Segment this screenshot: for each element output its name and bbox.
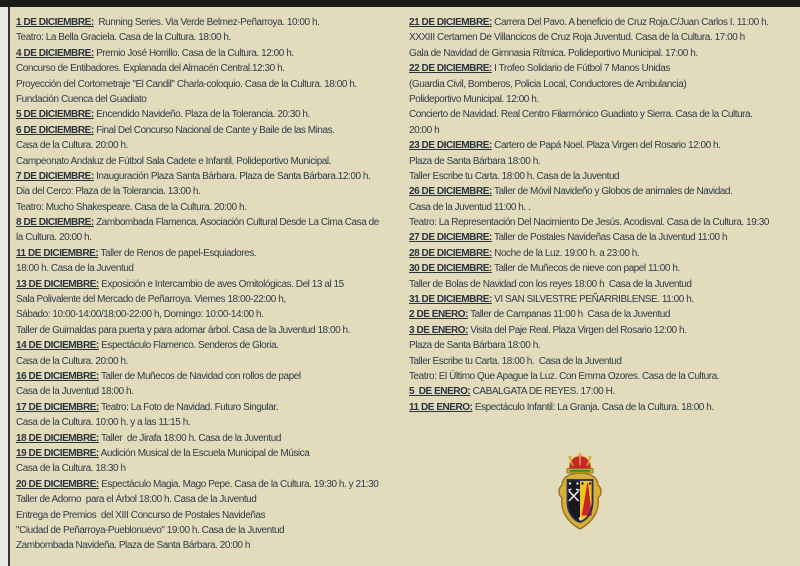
event-line: Gala de Navidad de Gimnasia Rítmica. Polideportivo Municipal. 17:00 h. xyxy=(409,47,698,59)
event-line: Casa de la Cultura. 20:00 h. xyxy=(16,140,128,152)
event-date-label: 2 DE ENERO: xyxy=(409,309,468,321)
event-date-label: 11 DE ENERO: xyxy=(409,401,473,413)
event-line: Polideportivo Municipal. 12:00 h. xyxy=(409,93,539,105)
event-line: Plaza de Santa Bárbara 18:00 h. xyxy=(409,155,541,167)
town-crest-icon xyxy=(554,452,606,532)
event-date-label: 5 DE DICIEMBRE: xyxy=(16,109,94,121)
event-line: 6 DE DICIEMBRE: Final Del Concurso Nacional de Cante y Baile de las Minas. xyxy=(16,124,335,136)
event-line: Fundación Cuenca del Guadiato xyxy=(16,93,147,105)
event-line: XXXIII Certamen De Villancicos de Cruz Roja Juventud. Casa de la Cultura. 17:00 h xyxy=(409,32,745,44)
event-line: Casa de la Cultura. 20:00 h. xyxy=(16,355,128,367)
event-line: 31 DE DICIEMBRE: VI SAN SILVESTRE PEÑARRIBLENSE. 11:00 h. xyxy=(409,294,694,306)
event-line: Teatro: Mucho Shakespeare. Casa de la Cultura. 20:00 h. xyxy=(16,201,247,213)
event-line: 20:00 h xyxy=(409,124,440,136)
event-date-label: 8 DE DICIEMBRE: xyxy=(16,217,94,229)
event-date-label: 18 DE DICIEMBRE: xyxy=(16,432,99,444)
event-date-label: 21 DE DICIEMBRE: xyxy=(409,17,492,28)
event-line: Teatro: El Último Que Apague la Luz. Con Emma Ozores. Casa de la Cultura. xyxy=(409,370,720,382)
event-line: Concierto de Navidad. Real Centro Filarmónico Guadiato y Sierra. Casa de la Cultura. xyxy=(409,109,753,121)
event-line: Taller Escribe tu Carta. 18:00 h. Casa de la Juventud xyxy=(409,170,620,182)
event-line: 14 DE DICIEMBRE: Espectáculo Flamenco. Senderos de Gloria. xyxy=(16,340,279,352)
event-line: Zambombada Navideña. Plaza de Santa Bárbara. 20:00 h xyxy=(16,540,250,552)
event-line: 8 DE DICIEMBRE: Zambombada Flamenca. Asociación Cultural Desde La Cima Casa de xyxy=(16,217,379,229)
event-date-label: 28 DE DICIEMBRE: xyxy=(409,247,492,259)
event-line: 18 DE DICIEMBRE: Taller de Jirafa 18:00 h. Casa de la Juventud xyxy=(16,432,281,444)
event-date-label: 30 DE DICIEMBRE: xyxy=(409,263,492,275)
event-line: Plaza de Santa Bárbara 18:00 h. xyxy=(409,340,541,352)
event-line: 4 DE DICIEMBRE: Premio José Horrillo. Casa de la Cultura. 12:00 h. xyxy=(16,47,294,59)
event-line: Sala Polivalente del Mercado de Peñarroya. Viernes 18:00-22:00 h, xyxy=(16,294,286,306)
event-line: 5 DE ENERO: CABALGATA DE REYES. 17:00 H. xyxy=(409,386,615,398)
event-line: (Guardia Civil, Bomberos, Policia Local, Conductores de Ambulancia) xyxy=(409,78,687,90)
event-line: Casa de la Juventud 18:00 h. xyxy=(16,386,134,398)
event-line: 26 DE DICIEMBRE: Taller de Móvil Navideño y Globos de animales de Navidad. xyxy=(409,186,733,198)
event-date-label: 19 DE DICIEMBRE: xyxy=(16,447,99,459)
event-line: 16 DE DICIEMBRE: Taller de Muñecos de Navidad con rollos de papel xyxy=(16,370,301,382)
event-line: 28 DE DICIEMBRE: Noche de la Luz. 19:00 h. a 23:00 h. xyxy=(409,247,640,259)
event-line: 5 DE DICIEMBRE: Encendido Navideño. Plaza de la Tolerancia. 20:30 h. xyxy=(16,109,310,121)
event-line: 13 DE DICIEMBRE: Exposición e Intercambio de aves Ornitológicas. Del 13 al 15 xyxy=(16,278,344,290)
event-line: Teatro: La Bella Graciela. Casa de la Cultura. 18:00 h. xyxy=(16,32,231,44)
event-line: 1 DE DICIEMBRE: Running Series. Via Verde Belmez-Peñarroya. 10:00 h. xyxy=(16,17,320,28)
event-date-label: 17 DE DICIEMBRE: xyxy=(16,401,99,413)
event-date-label: 11 DE DICIEMBRE: xyxy=(16,247,99,259)
event-date-label: 23 DE DICIEMBRE: xyxy=(409,140,492,152)
event-date-label: 7 DE DICIEMBRE: xyxy=(16,170,94,182)
event-line: 17 DE DICIEMBRE: Teatro: La Foto de Navidad. Futuro Singular. xyxy=(16,401,278,413)
event-date-label: 16 DE DICIEMBRE: xyxy=(16,370,99,382)
event-line: 20 DE DICIEMBRE: Espectáculo Magia. Mago Pepe. Casa de la Cultura. 19:30 h. y 21:30 xyxy=(16,478,379,490)
event-date-label: 3 DE ENERO: xyxy=(409,324,468,336)
event-date-label: 31 DE DICIEMBRE: xyxy=(409,294,492,306)
event-line: Proyección del Cortometraje "El Candil" Charla-coloquio. Casa de la Cultura. 18:00 h. xyxy=(16,78,357,90)
event-line: 3 DE ENERO: Visita del Paje Real. Plaza Virgen del Rosario 12:00 h. xyxy=(409,324,687,336)
event-line: Casa de la Cultura. 10:00 h. y a las 11:15 h. xyxy=(16,417,191,429)
scan-top-edge xyxy=(0,0,800,7)
event-line: 2 DE ENERO: Taller de Campanas 11:00 h Casa de la Juventud xyxy=(409,309,671,321)
event-line: Casa de la Cultura. 18:30 h xyxy=(16,463,126,475)
event-line: 22 DE DICIEMBRE: I Trofeo Solidario de Fútbol 7 Manos Unidas xyxy=(409,63,670,75)
event-line: la Cultura. 20:00 h. xyxy=(16,232,92,244)
event-line: 30 DE DICIEMBRE: Taller de Muñecos de nieve con papel 11:00 h. xyxy=(409,263,680,275)
event-line: Concurso de Entibadores. Explanada del Almacén Central.12:30 h. xyxy=(16,63,285,75)
event-line: Casa de la Juventud 11:00 h. . xyxy=(409,201,531,213)
event-line: 11 DE ENERO: Espectáculo Infantil: La Granja. Casa de la Cultura. 18:00 h. xyxy=(409,401,714,413)
event-line: 19 DE DICIEMBRE: Audición Musical de la Escuela Municipal de Música xyxy=(16,447,310,459)
event-line: 27 DE DICIEMBRE: Taller de Postales Navideñas Casa de la Juventud 11:00 h xyxy=(409,232,728,244)
event-line: 7 DE DICIEMBRE: Inauguración Plaza Santa Bárbara. Plaza de Santa Bárbara.12:00 h. xyxy=(16,170,371,182)
event-date-label: 26 DE DICIEMBRE: xyxy=(409,186,492,198)
event-date-label: 20 DE DICIEMBRE: xyxy=(16,478,99,490)
event-line: Taller de Guirnaldas para puerta y para adornar árbol. Casa de la Juventud 18:00 h. xyxy=(16,324,350,336)
event-date-label: 13 DE DICIEMBRE: xyxy=(16,278,99,290)
event-line: "Ciudad de Peñarroya-Pueblonuevo" 19:00 h. Casa de la Juventud xyxy=(16,524,285,536)
event-line: 23 DE DICIEMBRE: Cartero de Papá Noel. Plaza Virgen del Rosario 12:00 h. xyxy=(409,140,721,152)
event-date-label: 22 DE DICIEMBRE: xyxy=(409,63,492,75)
event-date-label: 4 DE DICIEMBRE: xyxy=(16,47,94,59)
event-line: Taller de Adorno para el Árbol 18:00 h. Casa de la Juventud xyxy=(16,494,257,506)
event-date-label: 27 DE DICIEMBRE: xyxy=(409,232,492,244)
event-line: 18:00 h. Casa de la Juventud xyxy=(16,263,134,275)
event-line: Entrega de Premios del XIII Concurso de Postales Navideñas xyxy=(16,509,266,521)
event-line: 11 DE DICIEMBRE: Taller de Renos de papel-Esquiadores. xyxy=(16,247,257,259)
event-date-label: 5 DE ENERO: xyxy=(409,386,471,398)
event-line: Taller Escribe tu Carta. 18:00 h. Casa de la Juventud xyxy=(409,355,622,367)
event-line: Dia del Cerco: Plaza de la Tolerancia. 13:00 h. xyxy=(16,186,201,198)
event-line: Sábado: 10:00-14:00/18:00-22:00 h, Domingo: 10:00-14:00 h. xyxy=(16,309,264,321)
scan-left-edge xyxy=(0,7,10,566)
event-line: Taller de Bolas de Navidad con los reyes 18:00 h Casa de la Juventud xyxy=(409,278,692,290)
event-date-label: 1 DE DICIEMBRE: xyxy=(16,17,94,28)
event-line: Teatro: La Representación Del Nacimiento De Jesús. Acodisval. Casa de la Cultura. 19:30 xyxy=(409,217,769,229)
event-date-label: 14 DE DICIEMBRE: xyxy=(16,340,99,352)
event-line: 21 DE DICIEMBRE: Carrera Del Pavo. A beneficio de Cruz Roja.C/Juan Carlos I. 11:00 h. xyxy=(409,17,769,28)
events-column-left xyxy=(16,15,408,554)
event-line: Campeonato Andaluz de Fútbol Sala Cadete e Infantil. Polideportivo Municipal. xyxy=(16,155,332,167)
event-date-label: 6 DE DICIEMBRE: xyxy=(16,124,94,136)
events-column-right xyxy=(409,15,800,415)
